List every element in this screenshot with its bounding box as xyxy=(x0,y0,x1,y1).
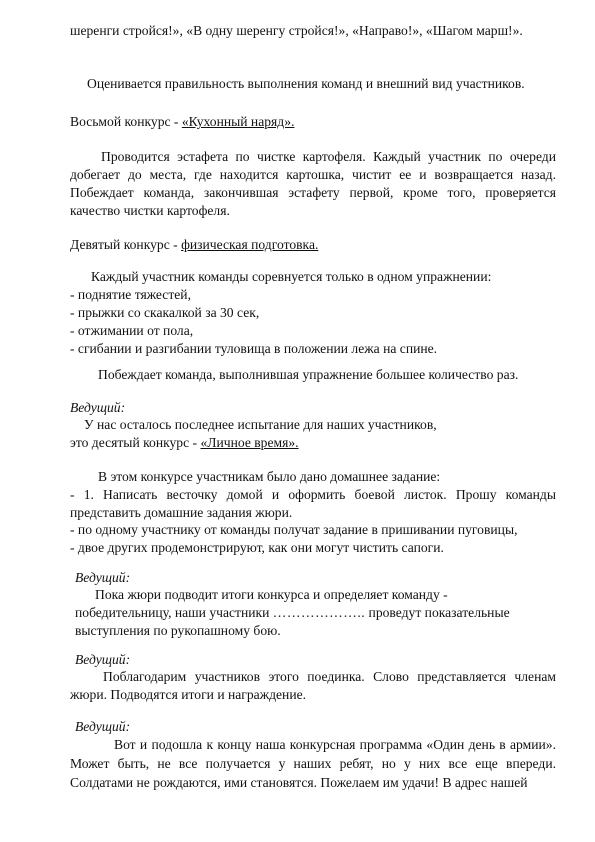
list-item: - прыжки со скакалкой за 30 сек, xyxy=(70,305,260,320)
list-item: - отжимании от пола, xyxy=(70,323,194,338)
list-item: - поднятие тяжестей, xyxy=(70,287,191,302)
exercise-list xyxy=(70,286,556,358)
contest-8-description: Проводится эстафета по чистке картофеля. Каждый участник по очереди добегает до места, где находится картошка, чистит ее и возвращается назад. Побеждает команда, закончившая эстафету первой, кроме того, проверяется качество чистки картофеля. xyxy=(70,149,556,218)
text-contest-9-intro: Каждый участник команды соревнуется только в одном упражнении: xyxy=(91,269,492,284)
homework-item-2 xyxy=(70,521,556,539)
speaker-label: Ведущий: xyxy=(75,570,131,585)
speaker-label: Ведущий: xyxy=(75,652,131,667)
thanks-paragraph: Поблагодарим участников этого поединка. Слово представляется членам жюри. Подводятся итоги и награждение. xyxy=(70,669,556,702)
speaker-label: Ведущий: xyxy=(75,719,131,734)
speaker-label: Ведущий: xyxy=(70,400,126,415)
contest-8-prefix: Восьмой конкурс - xyxy=(70,114,182,129)
last-test-line xyxy=(70,416,556,434)
jury-paragraph xyxy=(70,586,556,640)
final-paragraph: Вот и подошла к концу наша конкурсная программа «Один день в армии». Может быть, не все получается у наших ребят, но у них все еще впереди. Солдатами не рождаются, ими становятся. Пожелаем им удачи! В адрес нашей xyxy=(70,737,556,790)
contest-8-title: «Кухонный наряд». xyxy=(181,114,295,129)
text-homework-item-3: - двое других продемонстрируют, как они могут чистить сапоги. xyxy=(70,540,444,555)
homework-item-1: - 1. Написать весточку домой и оформить боевой листок. Прошу команды представить домашние задания жюри. xyxy=(70,487,556,520)
text-evaluation: Оценивается правильность выполнения команд и внешний вид участников. xyxy=(87,76,525,91)
contest-10-prefix: это десятый конкурс - xyxy=(70,435,201,450)
contest-10-heading xyxy=(70,434,556,452)
paragraph-evaluation xyxy=(70,75,556,93)
text-homework-intro: В этом конкурсе участникам было дано домашнее задание: xyxy=(98,469,441,484)
homework-intro xyxy=(70,468,556,486)
text-jury-dots: ……………….. xyxy=(272,605,366,620)
contest-9-intro xyxy=(70,268,556,286)
contest-9-prefix: Девятый конкурс - xyxy=(70,237,182,252)
text-last-test: У нас осталось последнее испытание для наших участников, xyxy=(84,417,437,432)
homework-item-3 xyxy=(70,539,556,557)
contest-9-title: физическая подготовка. xyxy=(181,237,319,252)
text-jury-line-2-start: победительницу, наши участники xyxy=(75,605,273,620)
list-item: - сгибании и разгибании туловища в положении лежа на спине. xyxy=(70,341,438,356)
text-homework-item-2: - по одному участнику от команды получат задание в пришивании пуговицы, xyxy=(70,522,518,537)
contest-9-winner xyxy=(70,366,556,384)
contest-10-title: «Личное время». xyxy=(200,435,299,450)
text-jury-line-2-end: проведут показательные xyxy=(365,605,510,620)
contest-8-heading xyxy=(70,113,556,131)
text-jury-line-3: выступления по рукопашному бою. xyxy=(75,623,281,638)
text-commands: шеренги стройся!», «В одну шеренгу стройся!», «Направо!», «Шагом марш!». xyxy=(70,23,523,38)
paragraph-commands xyxy=(70,22,556,40)
text-contest-9-winner: Побеждает команда, выполнившая упражнение большее количество раз. xyxy=(98,367,519,382)
contest-9-heading xyxy=(70,236,556,254)
text-jury-line-2 xyxy=(70,604,556,622)
text-jury-line-1: Пока жюри подводит итоги конкурса и определяет команду - xyxy=(95,587,448,602)
